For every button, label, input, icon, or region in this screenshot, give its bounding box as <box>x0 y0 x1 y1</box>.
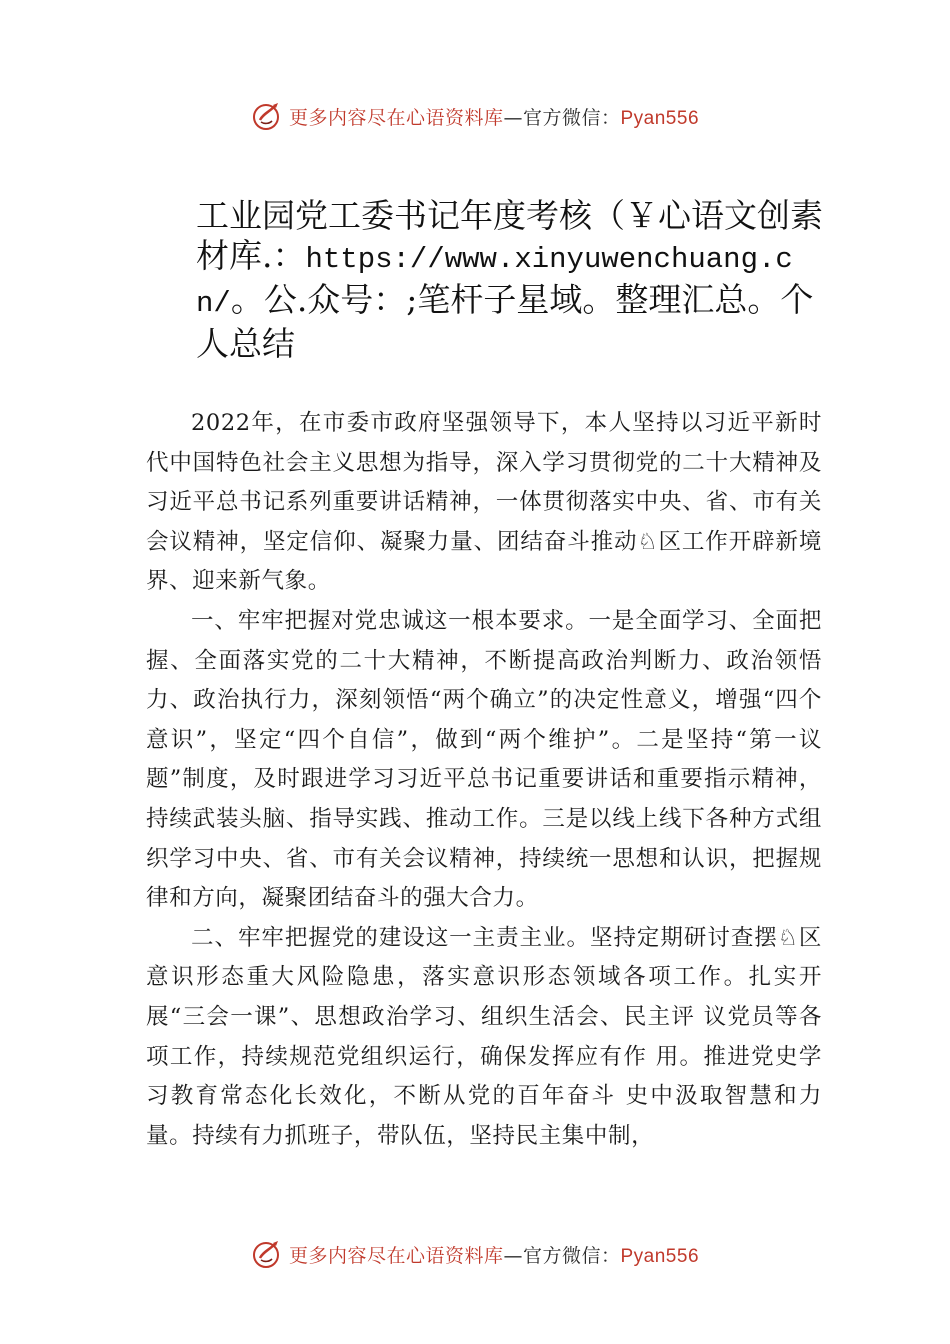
watermark-main: 更多内容尽在心语资料库 <box>288 1244 504 1267</box>
watermark-wechat-id: Pyan556 <box>620 1245 700 1267</box>
paragraph-section-2: 二、牢牢把握党的建设这一主责主业。坚持定期研讨查摆♘区意识形态重大风险隐患，落实意识形态领域各项工作。扎实开展“三会一课”、思想政治学习、组织生活会、民主评 议党员等各项工作，持续规范党组织运行，确保发挥应有作 用。推进党史学习教育常态化长效化，不断从党的百年奋斗 史中汲取智慧和力量。持续有力抓班子，带队伍，坚持民主集中制， <box>146 924 822 1149</box>
document-title <box>196 196 836 364</box>
watermark-text <box>289 1241 699 1268</box>
watermark-wechat-id: Pyan556 <box>620 107 700 129</box>
watermark-dash: —官方微信： <box>503 106 621 129</box>
paragraph-section-1: 一、牢牢把握对党忠诚这一根本要求。一是全面学习、全面把握、全面落实党的二十大精神，不断提高政治判断力、政治领悟力、政治执行力，深刻领悟“两个确立”的决定性意义，增强“四个意识”，坚定“四个自信”，做到“两个维护”。二是坚持“第一议题”制度，及时跟进学习习近平总书记重要讲话和重要指示精神，持续武装头脑、指导实践、推动工作。三是以线上线下各种方式组织学习中央、省、市有关会议精神，持续统一思想和认识，把握规律和方向，凝聚团结奋斗的强大合力。 <box>146 607 822 912</box>
brand-logo-icon <box>251 1238 283 1270</box>
watermark-main: 更多内容尽在心语资料库 <box>288 106 504 129</box>
watermark-text <box>289 103 699 130</box>
title-part-1: 工业园党工委书记年度考核（￥心语文创素材库.： <box>196 196 823 275</box>
header-watermark <box>0 96 950 136</box>
paragraph-intro: 2022年，在市委市政府坚强领导下，本人坚持以习近平新时代中国特色社会主义思想为指导，深入学习贯彻党的二十大精神及习近平总书记系列重要讲话精神，一体贯彻落实中央、省、市有关会议精神，坚定信仰、凝聚力量、团结奋斗推动♘区工作开辟新境界、迎来新气象。 <box>146 410 822 595</box>
watermark-dash: —官方微信： <box>503 1244 621 1267</box>
title-part-2: 。公.众号：;笔杆子星域。整理汇总。个人总结 <box>196 280 814 363</box>
title-url: https://www.xinyuwenchuang.cn/ <box>196 243 793 320</box>
document-body <box>146 404 822 1156</box>
footer-watermark <box>0 1234 950 1274</box>
brand-logo-icon <box>251 100 283 132</box>
